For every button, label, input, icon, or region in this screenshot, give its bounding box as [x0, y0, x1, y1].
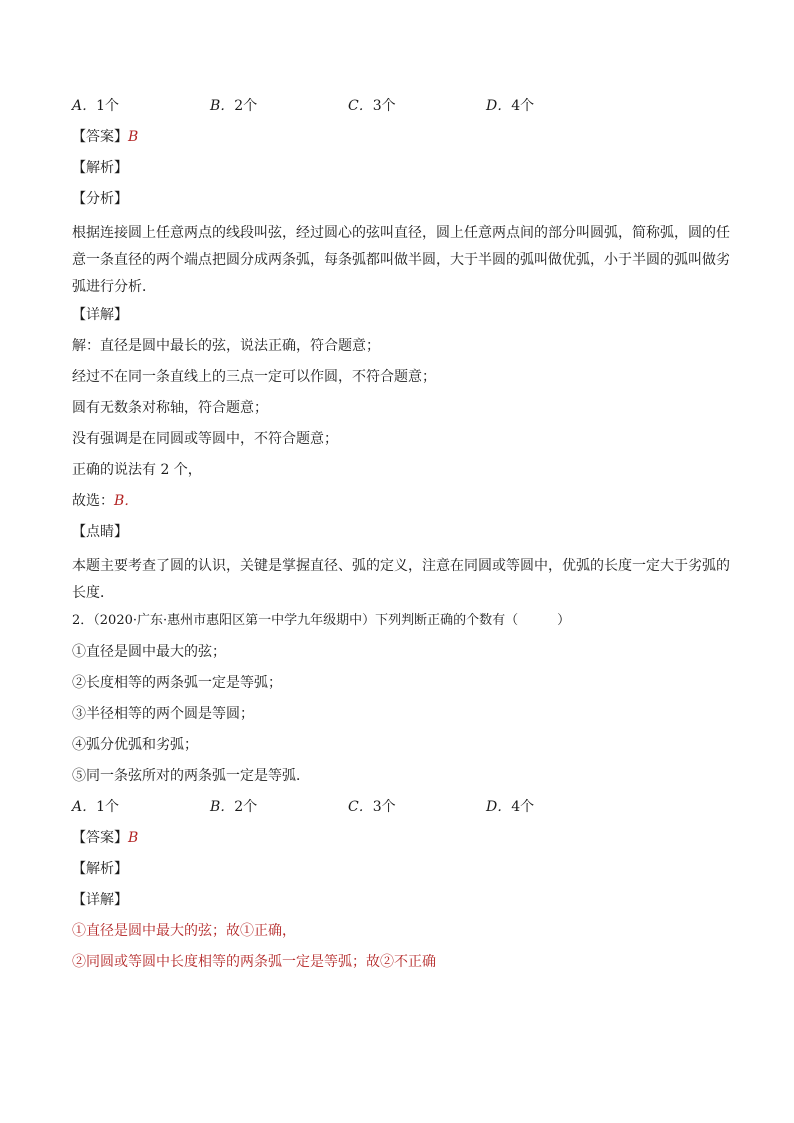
q2-item: ②长度相等的两条弧一定是等弧；	[72, 675, 282, 691]
q1-dianjing-text: 本题主要考查了圆的认识，关键是掌握直径、弧的定义，注意在同圆或等圆中，优弧的长度一定大于劣弧的长度．	[72, 558, 730, 601]
q2-answer: 【答案】B	[72, 830, 139, 846]
option-c: C．3个	[348, 98, 396, 114]
option-a: A．1个	[72, 799, 120, 815]
q1-xiangjie-heading: 【详解】	[72, 307, 128, 323]
q2-options	[72, 797, 732, 817]
q2-item: ③半径相等的两个圆是等圆；	[72, 706, 254, 722]
option-c: C．3个	[348, 799, 396, 815]
q1-jiexi-heading: 【解析】	[72, 160, 128, 176]
q1-fenxi-text: 根据连接圆上任意两点的线段叫弦，经过圆心的弦叫直径，圆上任意两点间的部分叫圆弧，简称弧，圆的任意一条直径的两个端点把圆分成两条弧，每条弧都叫做半圆，大于半圆的弧叫做优弧，小于半圆的弧叫做劣弧进行分析．	[72, 225, 730, 295]
q1-xiangjie-line: 正确的说法有 2 个，	[72, 462, 202, 478]
answer-value: B	[128, 129, 139, 145]
q2-xiangjie-heading: 【详解】	[72, 892, 128, 908]
option-d: D．4个	[486, 98, 535, 114]
q1-xiangjie-line: 解：直径是圆中最长的弦，说法正确，符合题意；	[72, 338, 380, 354]
q2-jiexi-heading: 【解析】	[72, 861, 128, 877]
option-b: B．2个	[210, 799, 258, 815]
option-a: A．1个	[72, 98, 120, 114]
q1-xiangjie-line: 没有强调是在同圆或等圆中，不符合题意；	[72, 431, 338, 447]
q1-options	[72, 96, 732, 116]
q1-guxuan: 故选：B．	[72, 493, 139, 509]
q2-red-line: ①直径是圆中最大的弦；故①正确，	[72, 923, 296, 939]
q2-item: ①直径是圆中最大的弦；	[72, 644, 226, 660]
q2-red-line: ②同圆或等圆中长度相等的两条弧一定是等弧；故②不正确	[72, 954, 436, 970]
q2-item: ④弧分优弧和劣弧；	[72, 737, 198, 753]
q2-stem: 2．（2020·广东·惠州市惠阳区第一中学九年级期中）下列判断正确的个数有（ ）	[72, 613, 571, 628]
option-d: D．4个	[486, 799, 535, 815]
q2-item: ⑤同一条弦所对的两条弧一定是等弧．	[72, 768, 310, 784]
option-b: B．2个	[210, 98, 258, 114]
q1-xiangjie-line: 圆有无数条对称轴，符合题意；	[72, 400, 268, 416]
q1-fenxi-heading: 【分析】	[72, 191, 128, 207]
q1-dianjing-heading: 【点睛】	[72, 524, 128, 540]
q1-xiangjie-line: 经过不在同一条直线上的三点一定可以作圆，不符合题意；	[72, 369, 436, 385]
q1-answer: 【答案】B	[72, 129, 139, 145]
document-page	[72, 96, 732, 983]
guxuan-value: B．	[114, 493, 139, 509]
answer-value: B	[128, 830, 139, 846]
